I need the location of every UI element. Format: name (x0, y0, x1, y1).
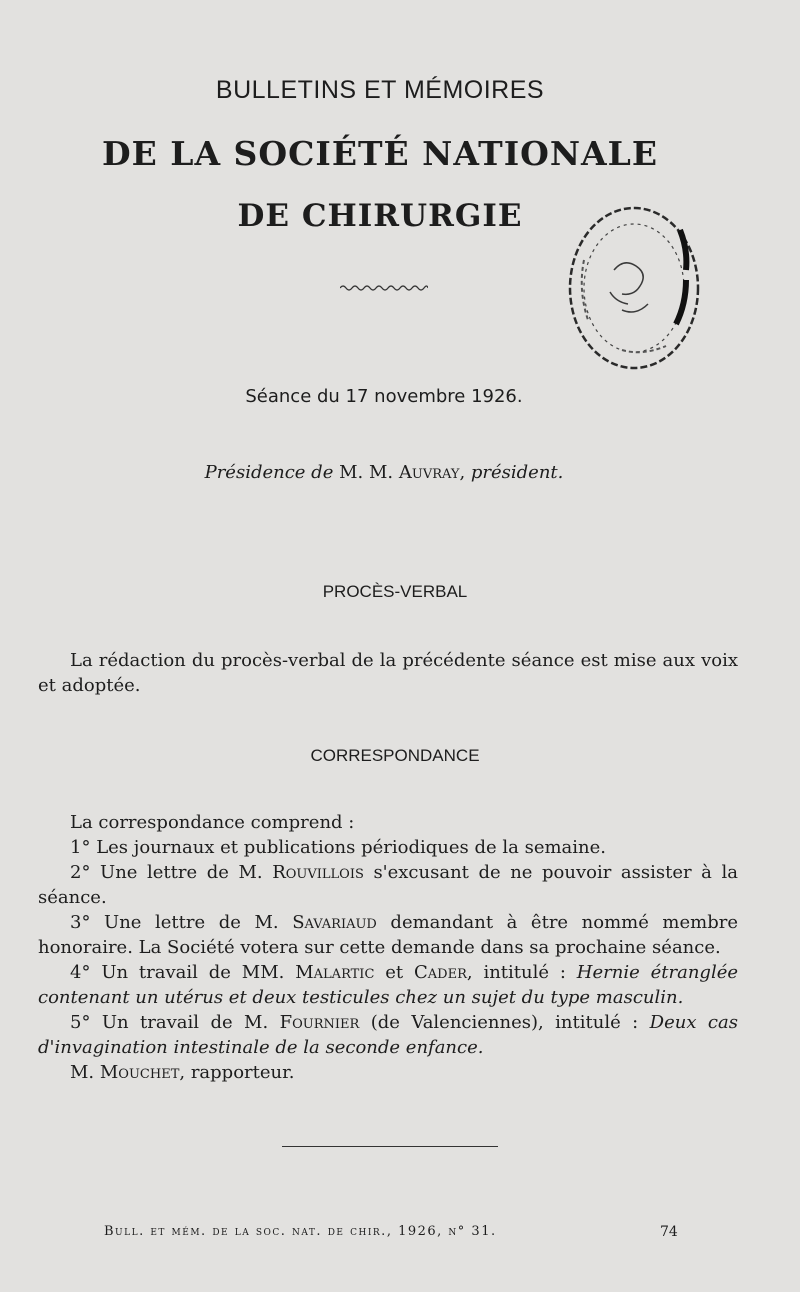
correspondance-item: 2° Une lettre de M. Rouvillois s'excusant de ne pouvoir assister à la séance. (38, 862, 738, 908)
library-stamp-icon (562, 200, 706, 376)
proces-verbal-text (38, 648, 738, 698)
wavy-ornament (340, 284, 428, 292)
president-name: Auvray (398, 462, 460, 483)
author-name: Fournier (279, 1012, 360, 1033)
section-heading-proces-verbal: PROCÈS-VERBAL (322, 582, 468, 601)
work-title: Hernie étranglée contenant un utérus et deux testicules chez un sujet du type masculin. (38, 962, 738, 1008)
author-name: Savariaud (292, 912, 377, 933)
rapporteur-line: M. Mouchet, rapporteur. (70, 1062, 295, 1083)
end-rule (282, 1146, 498, 1147)
correspondance-item: 5° Un travail de M. Fournier (de Valenciennes), intitulé : Deux cas d'invagination intestinale de la seconde enfance. (38, 1012, 738, 1058)
section-heading-correspondance: CORRESPONDANCE (310, 746, 480, 765)
presidence-name-prefix: M. M. (339, 462, 394, 483)
footer-citation: Bull. et mém. de la soc. nat. de chir., 1926, n° 31. (104, 1224, 497, 1239)
presidence-suffix: président. (470, 462, 564, 483)
correspondance-item: 4° Un travail de MM. Malartic et Cader, intitulé : Hernie étranglée contenant un utérus et deux testicules chez un sujet du type masculin. (38, 962, 738, 1008)
page-number: 74 (660, 1224, 678, 1240)
journal-title-line2: DE LA SOCIÉTÉ NATIONALE (101, 134, 658, 173)
author-name: Malartic (295, 962, 375, 983)
journal-title-line3: DE CHIRURGIE (237, 198, 523, 234)
author-name: Rouvillois (272, 862, 364, 883)
author-name: Cader (414, 962, 467, 983)
presidence-line: Présidence de M. M. Auvray, président. (204, 462, 564, 483)
correspondance-intro: La correspondance comprend : (70, 812, 355, 833)
correspondance-body (38, 810, 738, 1085)
proces-verbal-body: La rédaction du procès-verbal de la précédente séance est mise aux voix et adoptée. (38, 650, 738, 696)
journal-title-line1: BULLETINS ET MÉMOIRES (215, 76, 545, 104)
correspondance-item: 1° Les journaux et publications périodiques de la semaine. (70, 837, 607, 858)
correspondance-item: 3° Une lettre de M. Savariaud demandant à être nommé membre honoraire. La Société votera sur cette demande dans sa prochaine séance. (38, 912, 738, 958)
presidence-prefix: Présidence de (204, 462, 334, 483)
work-title: Deux cas d'invagination intestinale de la seconde enfance. (38, 1012, 738, 1058)
seance-date: Séance du 17 novembre 1926. (245, 386, 523, 407)
